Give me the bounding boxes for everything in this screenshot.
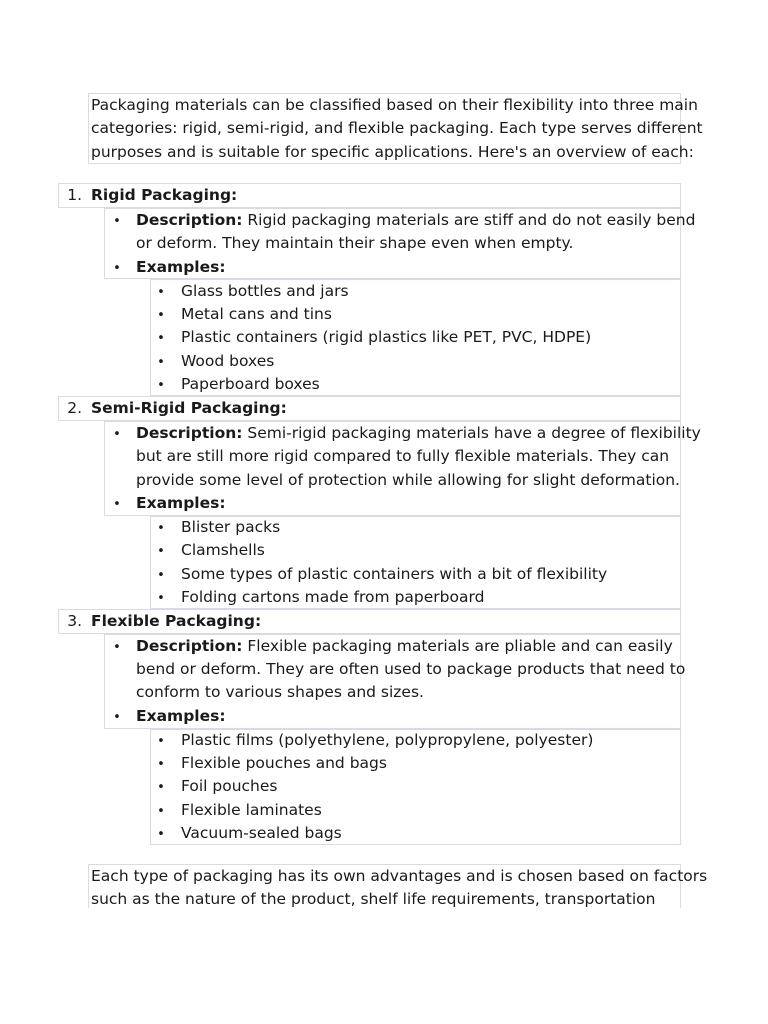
list-bullet [157, 586, 165, 610]
section-1-examples-label: Examples: [136, 258, 226, 276]
list-bullet [157, 280, 165, 304]
section-3-description-cont: bend or deform. They are often used to package products that need to [136, 660, 686, 678]
list-item: Glass bottles and jars [181, 282, 349, 300]
list-item: Wood boxes [181, 352, 275, 370]
closing-line: such as the nature of the product, shelf life requirements, transportation [91, 890, 656, 908]
section-1-examples-bullet [113, 256, 121, 280]
section-2-examples-label: Examples: [136, 494, 226, 512]
section-2-number: 2. [67, 399, 82, 417]
intro-line: purposes and is suitable for specific applications. Here's an overview of each: [91, 143, 694, 161]
list-bullet [157, 303, 165, 327]
section-3-title: Flexible Packaging: [91, 612, 262, 630]
section-3-description: Description: Flexible packaging materials are pliable and can easily [136, 637, 673, 655]
list-bullet [157, 350, 165, 374]
section-2-title: Semi-Rigid Packaging: [91, 399, 287, 417]
list-item: Paperboard boxes [181, 375, 320, 393]
list-item: Flexible laminates [181, 801, 322, 819]
section-2-description-bullet [113, 422, 121, 446]
list-bullet [157, 373, 165, 397]
list-bullet [157, 539, 165, 563]
intro-line: Packaging materials can be classified based on their flexibility into three main [91, 96, 698, 114]
section-3-description-cont: conform to various shapes and sizes. [136, 683, 424, 701]
list-bullet [157, 516, 165, 540]
list-bullet [157, 563, 165, 587]
closing-line: Each type of packaging has its own advantages and is chosen based on factors [91, 867, 708, 885]
section-3-description-bullet [113, 635, 121, 659]
list-item: Foil pouches [181, 777, 278, 795]
list-item: Plastic films (polyethylene, polypropylene, polyester) [181, 731, 594, 749]
section-3-examples-bullet [113, 705, 121, 729]
list-item: Folding cartons made from paperboard [181, 588, 485, 606]
list-item: Flexible pouches and bags [181, 754, 387, 772]
section-2-examples-bullet [113, 492, 121, 516]
section-2-description-cont: provide some level of protection while allowing for slight deformation. [136, 471, 680, 489]
section-1-description-cont: or deform. They maintain their shape even when empty. [136, 234, 574, 252]
list-bullet [157, 775, 165, 799]
page-cutoff [0, 908, 768, 1024]
list-item: Some types of plastic containers with a bit of flexibility [181, 565, 608, 583]
section-2-description-cont: but are still more rigid compared to fully flexible materials. They can [136, 447, 670, 465]
section-1-description-bullet [113, 209, 121, 233]
section-1-number: 1. [67, 186, 82, 204]
list-bullet [157, 799, 165, 823]
list-item: Metal cans and tins [181, 305, 332, 323]
list-bullet [157, 822, 165, 846]
list-item: Vacuum-sealed bags [181, 824, 342, 842]
section-3-examples-label: Examples: [136, 707, 226, 725]
section-1-title: Rigid Packaging: [91, 186, 238, 204]
list-bullet [157, 326, 165, 350]
section-3-number: 3. [67, 612, 82, 630]
section-2-description: Description: Semi-rigid packaging materials have a degree of flexibility [136, 424, 701, 442]
intro-line: categories: rigid, semi-rigid, and flexible packaging. Each type serves different [91, 119, 703, 137]
list-bullet [157, 752, 165, 776]
section-1-description: Description: Rigid packaging materials are stiff and do not easily bend [136, 211, 696, 229]
list-item: Plastic containers (rigid plastics like PET, PVC, HDPE) [181, 328, 592, 346]
list-bullet [157, 729, 165, 753]
list-item: Blister packs [181, 518, 281, 536]
list-item: Clamshells [181, 541, 265, 559]
